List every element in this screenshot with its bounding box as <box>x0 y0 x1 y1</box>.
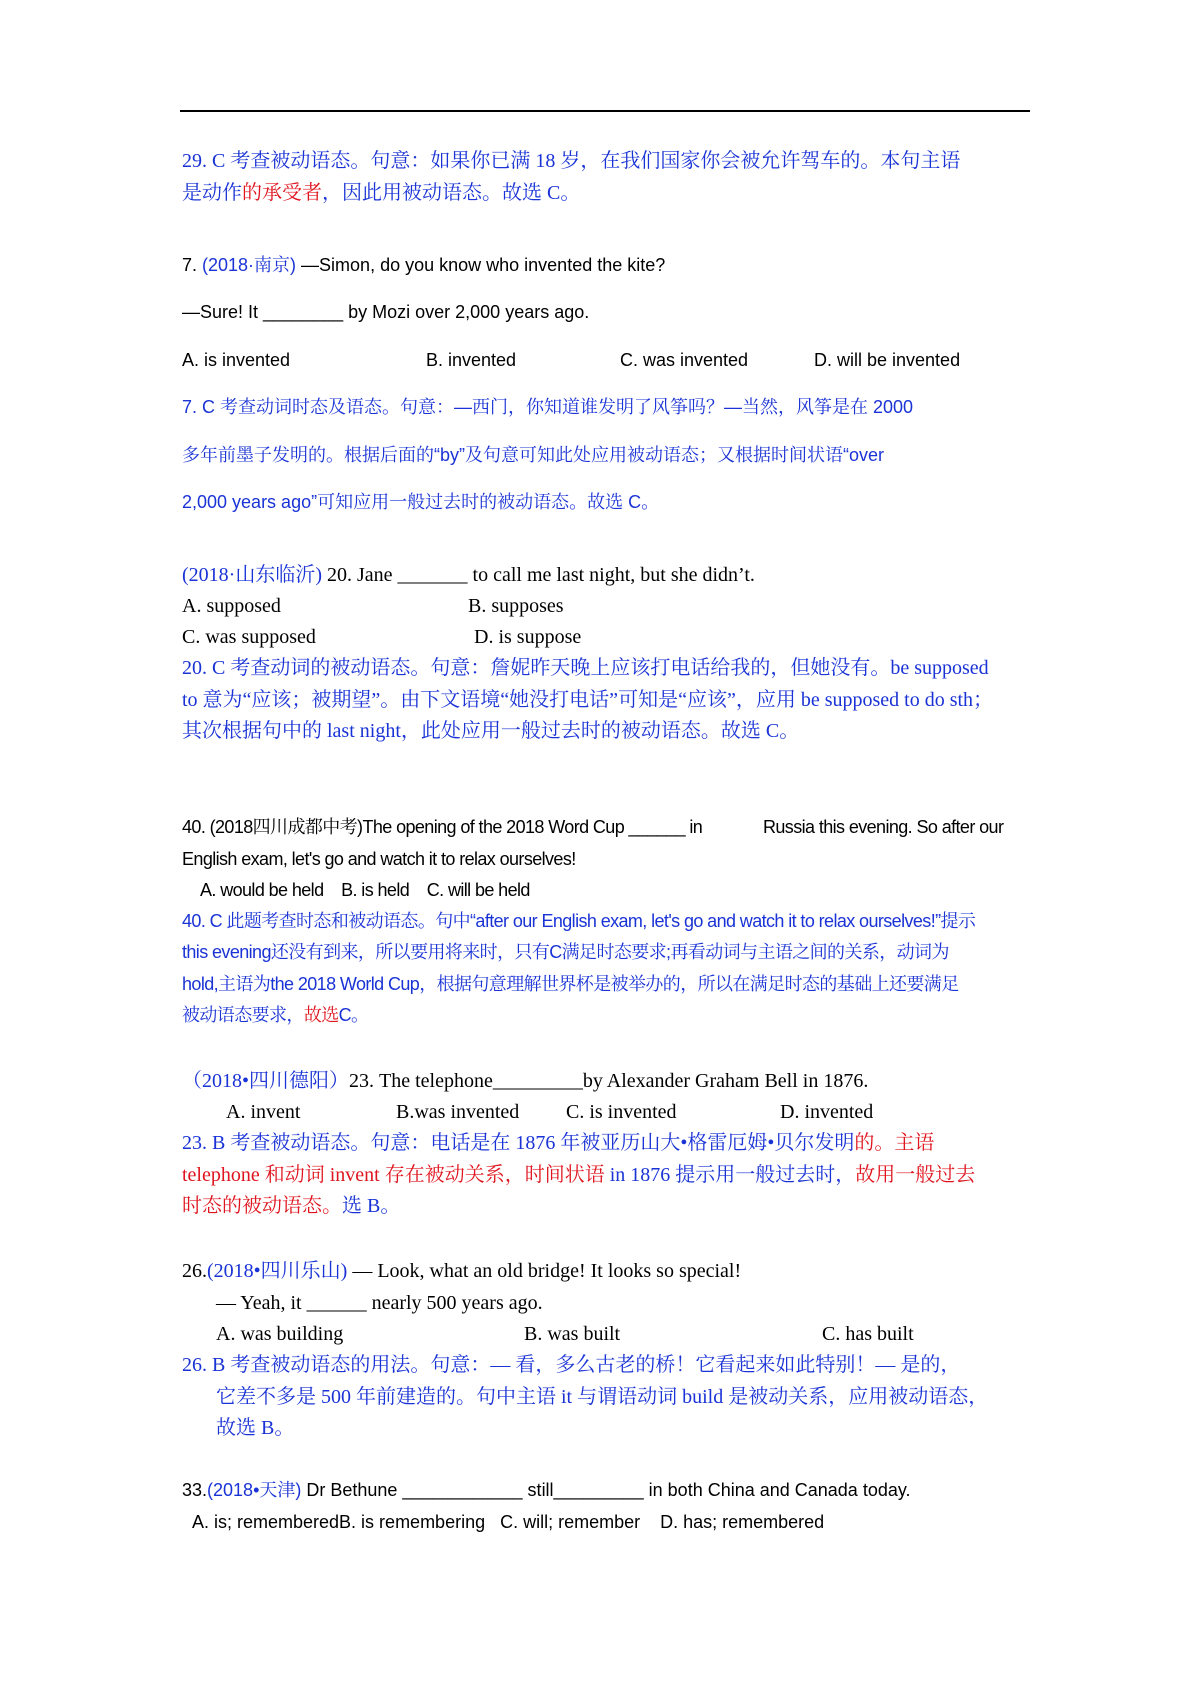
q23-explanation-line3: 时态的被动语态。选 B。 <box>182 1195 401 1217</box>
q40-stem-line1-b: Russia this evening. So after our <box>763 817 1004 837</box>
q23-explanation-line2: telephone 和动词 invent 存在被动关系，时间状语 in 1876 提示用一般过去时，故用一般过去 <box>182 1164 976 1186</box>
q26-source: (2018•四川乐山) <box>207 1260 348 1282</box>
q20-option-a: A. supposed <box>182 595 281 617</box>
q20-option-b: B. supposes <box>468 595 564 617</box>
q26-option-b: B. was built <box>524 1323 621 1345</box>
q7-explanation-line1: 7. C 考查动词时态及语态。句意：—西门，你知道谁发明了风筝吗？—当然，风筝是在 2000 <box>182 397 914 417</box>
q7-option-b: B. invented <box>426 350 517 370</box>
q20-option-c: C. was supposed <box>182 626 316 648</box>
q40-explanation-line1: 40. C 此题考查时态和被动语态。句中“after our English exam, let's go and watch it to relax ourselves!”提示 <box>182 911 976 931</box>
q33-options: A. is; rememberedB. is remembering C. will; remember D. has; remembered <box>192 1512 825 1532</box>
q23-option-d: D. invented <box>780 1101 874 1123</box>
q7-option-a: A. is invented <box>182 350 291 370</box>
q20-explanation-line1: 20. C 考查动词的被动语态。句意：詹妮昨天晚上应该打电话给我的，但她没有。be supposed <box>182 657 989 679</box>
q7-source: (2018·南京) <box>202 255 297 275</box>
q26-explanation-line2: 它差不多是 500 年前建造的。句中主语 it 与谓语动词 build 是被动关系，应用被动语态， <box>216 1386 989 1408</box>
q33-stem: 33.(2018•天津) Dr Bethune ____________ still_________ in both China and Canada today. <box>182 1480 911 1500</box>
q7-stem-line2: —Sure! It ________ by Mozi over 2,000 years ago. <box>182 302 590 322</box>
q29-explanation-line2: 是动作的承受者，因此用被动语态。故选 C。 <box>182 182 581 204</box>
q7-option-d: D. will be invented <box>814 350 961 370</box>
q7-option-c: C. was invented <box>620 350 749 370</box>
q23-option-a: A. invent <box>226 1101 301 1123</box>
q23-stem: （2018•四川德阳）23. The telephone_________by Alexander Graham Bell in 1876. <box>182 1070 869 1092</box>
q40-explanation-line4: 被动语态要求，故选C。 <box>182 1005 369 1025</box>
q26-option-a: A. was building <box>216 1323 344 1345</box>
q26-stem-line1: 26.(2018•四川乐山) — Look, what an old bridge! It looks so special! <box>182 1260 742 1282</box>
q20-explanation-line2: to 意为“应该；被期望”。由下文语境“她没打电话”可知是“应该”，应用 be supposed to do sth； <box>182 689 994 711</box>
q40-stem-line2: English exam, let's go and watch it to relax ourselves! <box>182 849 576 869</box>
q40-explanation-line2: this evening还没有到来，所以要用将来时，只有C满足时态要求;再看动词与主语之间的关系，动词为 <box>182 942 949 962</box>
q40-explanation-line3: hold,主语为the 2018 World Cup，根据句意理解世界杯是被举办的，所以在满足时态的基础上还要满足 <box>182 974 959 994</box>
q23-source: （2018•四川德阳） <box>182 1070 350 1092</box>
q40-stem-line1-a: 40. (2018四川成都中考)The opening of the 2018 Word Cup ______ in <box>182 817 703 837</box>
q20-option-d: D. is suppose <box>474 626 582 648</box>
q26-explanation-line3: 故选 B。 <box>216 1417 295 1439</box>
q26-option-c: C. has built <box>822 1323 914 1345</box>
q7-explanation-line3: 2,000 years ago”可知应用一般过去时的被动语态。故选 C。 <box>182 492 660 512</box>
q23-option-c: C. is invented <box>566 1101 677 1123</box>
q23-explanation-line1: 23. B 考查被动语态。句意：电话是在 1876 年被亚历山大•格雷厄姆•贝尔发明的。主语 <box>182 1132 935 1154</box>
header-rule <box>180 110 1030 112</box>
q7-stem-line1: 7. (2018·南京) —Simon, do you know who invented the kite? <box>182 255 666 275</box>
q20-stem: (2018·山东临沂) 20. Jane _______ to call me last night, but she didn’t. <box>182 564 755 586</box>
q20-explanation-line3: 其次根据句中的 last night，此处应用一般过去时的被动语态。故选 C。 <box>182 720 800 742</box>
q29-explanation-line1: 29. C 考查被动语态。句意：如果你已满 18 岁，在我们国家你会被允许驾车的。本句主语 <box>182 150 961 172</box>
q7-explanation-line2: 多年前墨子发明的。根据后面的“by”及句意可知此处应用被动语态；又根据时间状语“over <box>182 445 885 465</box>
q23-option-b: B.was invented <box>396 1101 520 1123</box>
q40-options: A. would be held B. is held C. will be held <box>200 880 530 900</box>
q26-explanation-line1: 26. B 考查被动语态的用法。句意：— 看，多么古老的桥！它看起来如此特别！— 是的， <box>182 1354 961 1376</box>
q26-stem-line2: — Yeah, it ______ nearly 500 years ago. <box>216 1292 543 1314</box>
q33-source: (2018•天津) <box>207 1480 302 1500</box>
q20-source: (2018·山东临沂) <box>182 564 322 586</box>
